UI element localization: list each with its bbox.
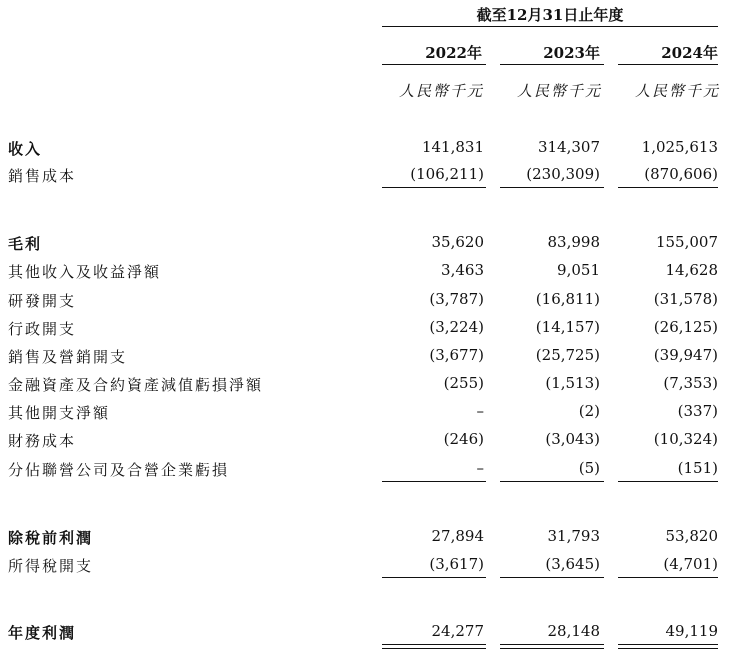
value-cost-of-sales-2022: (106,211)	[410, 165, 484, 183]
period-header: 截至12月31日止年度	[476, 6, 624, 24]
value-other-income-2023: 9,051	[557, 261, 600, 279]
subtotal-rule-2023	[500, 577, 604, 578]
subtotal-rule-2023	[500, 187, 604, 188]
value-admin-expenses-2024: (26,125)	[653, 318, 718, 336]
row-label-revenue: 收入	[8, 140, 43, 158]
subtotal-rule-2024	[618, 577, 718, 578]
value-revenue-2024: 1,025,613	[641, 138, 718, 156]
value-impairment-losses-2022: (255)	[443, 374, 484, 392]
year-header-2022: 2022年	[425, 44, 482, 62]
value-admin-expenses-2022: (3,224)	[429, 318, 484, 336]
value-profit-before-tax-2022: 27,894	[431, 527, 484, 545]
period-header-rule	[382, 26, 718, 27]
total-rule-lower-2023	[500, 648, 604, 649]
value-impairment-losses-2023: (1,513)	[545, 374, 600, 392]
value-cost-of-sales-2024: (870,606)	[644, 165, 718, 183]
value-gross-profit-2023: 83,998	[547, 233, 600, 251]
value-selling-expenses-2024: (39,947)	[653, 346, 718, 364]
value-profit-before-tax-2024: 53,820	[665, 527, 718, 545]
subtotal-rule-2024	[618, 187, 718, 188]
value-revenue-2022: 141,831	[421, 138, 484, 156]
total-rule-lower-2024	[618, 648, 718, 649]
value-profit-for-year-2022: 24,277	[431, 622, 484, 640]
unit-label-2022: 人民幣千元	[398, 82, 484, 100]
value-rnd-expenses-2024: (31,578)	[653, 290, 718, 308]
unit-label-2023: 人民幣千元	[516, 82, 602, 100]
subtotal-rule-2024	[618, 481, 718, 482]
row-label-income-tax: 所得稅開支	[8, 557, 94, 575]
row-label-other-expenses: 其他開支淨額	[8, 404, 111, 422]
total-rule-upper-2022	[382, 644, 486, 645]
value-profit-before-tax-2023: 31,793	[547, 527, 600, 545]
value-admin-expenses-2023: (14,157)	[535, 318, 600, 336]
value-rnd-expenses-2023: (16,811)	[535, 290, 600, 308]
value-rnd-expenses-2022: (3,787)	[429, 290, 484, 308]
row-label-gross-profit: 毛利	[8, 235, 43, 253]
total-rule-upper-2024	[618, 644, 718, 645]
row-label-selling-expenses: 銷售及營銷開支	[8, 348, 128, 366]
year-header-2023: 2023年	[543, 44, 600, 62]
value-income-tax-2022: (3,617)	[429, 555, 484, 573]
row-label-rnd-expenses: 研發開支	[8, 292, 77, 310]
value-other-expenses-2022: –	[476, 402, 484, 420]
unit-label-2024: 人民幣千元	[634, 82, 720, 100]
subtotal-rule-2023	[500, 481, 604, 482]
value-impairment-losses-2024: (7,353)	[663, 374, 718, 392]
value-cost-of-sales-2023: (230,309)	[526, 165, 600, 183]
year-rule-2024	[618, 64, 718, 65]
year-rule-2023	[500, 64, 604, 65]
row-label-admin-expenses: 行政開支	[8, 320, 77, 338]
value-share-of-losses-2024: (151)	[677, 459, 718, 477]
value-income-tax-2023: (3,645)	[545, 555, 600, 573]
value-other-income-2022: 3,463	[441, 261, 484, 279]
value-income-tax-2024: (4,701)	[663, 555, 718, 573]
row-label-profit-for-year: 年度利潤	[8, 624, 77, 642]
value-revenue-2023: 314,307	[537, 138, 600, 156]
year-rule-2022	[382, 64, 486, 65]
value-other-expenses-2024: (337)	[677, 402, 718, 420]
value-finance-costs-2022: (246)	[443, 430, 484, 448]
year-header-2024: 2024年	[661, 44, 718, 62]
subtotal-rule-2022	[382, 187, 486, 188]
value-share-of-losses-2023: (5)	[578, 459, 600, 477]
subtotal-rule-2022	[382, 481, 486, 482]
row-label-cost-of-sales: 銷售成本	[8, 167, 77, 185]
value-profit-for-year-2024: 49,119	[665, 622, 718, 640]
value-finance-costs-2023: (3,043)	[545, 430, 600, 448]
value-finance-costs-2024: (10,324)	[653, 430, 718, 448]
row-label-other-income: 其他收入及收益淨額	[8, 263, 162, 281]
value-gross-profit-2022: 35,620	[431, 233, 484, 251]
row-label-finance-costs: 財務成本	[8, 432, 77, 450]
value-profit-for-year-2023: 28,148	[547, 622, 600, 640]
row-label-impairment-losses: 金融資產及合約資產減值虧損淨額	[8, 376, 264, 394]
value-share-of-losses-2022: –	[476, 459, 484, 477]
value-other-income-2024: 14,628	[665, 261, 718, 279]
value-selling-expenses-2023: (25,725)	[535, 346, 600, 364]
total-rule-upper-2023	[500, 644, 604, 645]
value-gross-profit-2024: 155,007	[655, 233, 718, 251]
row-label-share-of-losses: 分佔聯營公司及合營企業虧損	[8, 461, 230, 479]
row-label-profit-before-tax: 除稅前利潤	[8, 529, 94, 547]
value-selling-expenses-2022: (3,677)	[429, 346, 484, 364]
total-rule-lower-2022	[382, 648, 486, 649]
value-other-expenses-2023: (2)	[578, 402, 600, 420]
subtotal-rule-2022	[382, 577, 486, 578]
